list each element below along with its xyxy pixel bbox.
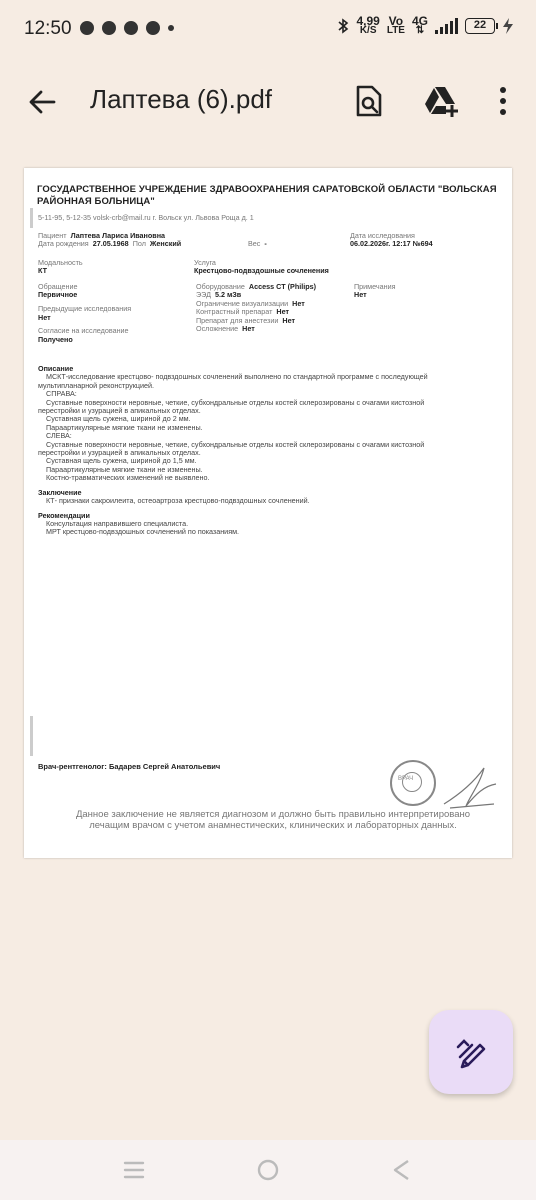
- recommend-title: Рекомендации: [38, 510, 90, 520]
- contrast-value: Нет: [276, 307, 290, 316]
- signal-icon: [435, 18, 458, 34]
- complication-label: Осложнение: [196, 324, 239, 333]
- chrome-icon: [102, 21, 116, 35]
- notes-label: Примечания: [354, 282, 396, 291]
- org-line-2: РАЙОННАЯ БОЛЬНИЦА": [37, 196, 155, 207]
- org-name: [37, 184, 497, 208]
- volte-indicator: [387, 16, 405, 36]
- status-bar: [0, 0, 536, 60]
- doctor-stamp: [390, 760, 436, 806]
- doctor-signature-line: Врач-рентгенолог: Бадарев Сергей Анатольевич: [38, 762, 221, 771]
- status-time: 12:50: [24, 18, 72, 39]
- search-document-icon[interactable]: [352, 84, 386, 118]
- weight-value: -: [264, 239, 267, 248]
- system-nav-bar: [0, 1140, 536, 1200]
- disclaimer-line-2: лечащим врачом с учетом анамнестических, клинических и лабораторных данных.: [89, 820, 457, 831]
- anesthesia-label: Препарат для анестезии: [196, 316, 279, 325]
- equipment-label: Оборудование: [196, 282, 245, 291]
- disclaimer-line-1: Данное заключение не является диагнозом и должно быть правильно интерпретировано: [75, 809, 471, 820]
- complication-value: Нет: [242, 324, 255, 333]
- recent-apps-icon[interactable]: [122, 1158, 146, 1182]
- description-line: Суставные поверхности неровные, четкие, субхондральные отделы костей склерозированы с очагами кистозной: [46, 439, 425, 449]
- document-title: Лаптева (6).pdf: [90, 84, 273, 114]
- description-line: Параартикулярные мягкие ткани не изменены.: [46, 422, 203, 432]
- volte-bottom: LTE: [386, 25, 405, 36]
- description-line: Суставные поверхности неровные, четкие, субхондральные отделы костей склерозированы с очагами кистозной: [46, 397, 425, 407]
- handwritten-signature: [440, 764, 500, 810]
- org-contacts: 5-11-95, 5-12-35 volsk-crb@mail.ru г. Вольск ул. Львова Роща д. 1: [38, 213, 254, 222]
- conclusion-text: КТ- признаки сакроилеита, остеоартроза крестцово-подвздошных сочленений.: [46, 496, 310, 506]
- visual-value: Нет: [292, 299, 305, 308]
- service-value: Крестцово-подвздошные сочленения: [194, 266, 329, 275]
- tiktok-icon: [124, 21, 138, 35]
- modality-label: Модальность: [38, 258, 83, 267]
- back-nav-icon[interactable]: [390, 1158, 414, 1182]
- annotate-button[interactable]: [429, 1010, 513, 1094]
- dob-value: 27.05.1968: [92, 239, 129, 248]
- volte-top: Vo: [388, 14, 404, 28]
- recommend-line: МРТ крестцово-подвздошных сочленений по показаниям.: [46, 527, 240, 537]
- more-notifications-dot-icon: [168, 25, 174, 31]
- battery-level: 22: [473, 19, 487, 31]
- scan-artifact: [30, 208, 33, 228]
- description-line: Параартикулярные мягкие ткани не изменены.: [46, 464, 203, 474]
- eed-value: 5.2 мЗв: [214, 290, 242, 299]
- notification-icons: [80, 21, 174, 35]
- battery-icon: [465, 18, 495, 34]
- description-line: перестройки и узурацией в апикальных отделах.: [38, 406, 201, 416]
- messenger-icon: [146, 21, 160, 35]
- pdf-viewer[interactable]: [0, 144, 536, 1140]
- description-line: Суставная щель сужена, шириной до 2 мм.: [46, 414, 191, 424]
- sex-label: Пол: [132, 239, 146, 248]
- charging-icon: [502, 18, 514, 34]
- description-line: мультипланарной реконструкцией.: [38, 380, 155, 390]
- patient-label: Пациент: [38, 231, 67, 240]
- system-icons: [337, 16, 514, 36]
- visual-label: Ограничение визуализации: [196, 299, 289, 308]
- stamp-label: ВРАЧ: [398, 776, 414, 782]
- description-line: МСКТ-исследование крестцово- подвздошных сочленений выполнено по стандартной программе с последующей: [46, 372, 428, 382]
- service-label: Услуга: [194, 258, 216, 267]
- referral-value: Первичное: [38, 290, 78, 299]
- app-bar: [0, 60, 536, 144]
- disclaimer: [48, 809, 498, 831]
- net-speed-value: 4,99: [356, 14, 380, 28]
- referral-label: Обращение: [38, 282, 78, 291]
- recommend-line: Консультация направившего специалиста.: [46, 518, 189, 528]
- description-line: СЛЕВА:: [46, 431, 72, 441]
- description-line: Суставная щель сужена, шириной до 1,5 мм.: [46, 456, 197, 466]
- home-icon[interactable]: [256, 1158, 280, 1182]
- dob-label: Дата рождения: [38, 239, 89, 248]
- prev-studies-label: Предыдущие исследования: [38, 304, 132, 313]
- data-arrows-icon: ⇅: [415, 25, 425, 36]
- description-line: Костно-травматических изменений не выявлено.: [46, 473, 210, 483]
- description-section: [38, 365, 428, 537]
- equipment-value: Access CT (Philips): [248, 282, 316, 291]
- study-date-label: Дата исследования: [350, 231, 415, 240]
- network-type: [412, 16, 428, 36]
- net-speed-unit: K/S: [359, 25, 377, 36]
- description-line: СПРАВА:: [46, 389, 77, 399]
- network-type-label: 4G: [411, 14, 428, 28]
- pdf-page[interactable]: [24, 168, 512, 858]
- arrow-back-icon[interactable]: [28, 88, 56, 116]
- description-title: Описание: [38, 364, 74, 373]
- prev-studies-value: Нет: [38, 313, 51, 322]
- eed-label: ЭЭД: [196, 290, 211, 299]
- notes-value: Нет: [354, 290, 367, 299]
- consent-value: Получено: [38, 335, 73, 344]
- sex-value: Женский: [149, 239, 182, 248]
- bluetooth-icon: [337, 18, 349, 34]
- more-vert-icon[interactable]: [486, 84, 520, 118]
- conclusion-title: Заключение: [38, 487, 82, 497]
- weight-label: Вес: [248, 239, 261, 248]
- add-to-drive-icon[interactable]: [424, 84, 458, 118]
- consent-label: Согласие на исследование: [38, 326, 129, 335]
- chat-icon: [80, 21, 94, 35]
- modality-value: КТ: [38, 266, 47, 275]
- annotate-pen-icon: [454, 1035, 488, 1069]
- scan-artifact: [30, 716, 33, 756]
- description-line: перестройки и узурацией в апикальных отделах.: [38, 448, 201, 458]
- patient-value: Лаптева Лариса Ивановна: [70, 231, 166, 240]
- contrast-label: Контрастный препарат: [196, 307, 273, 316]
- anesthesia-value: Нет: [282, 316, 296, 325]
- study-date-value: 06.02.2026г. 12:17 №694: [350, 239, 433, 248]
- net-speed: [356, 16, 379, 36]
- org-line-1: ГОСУДАРСТВЕННОЕ УЧРЕЖДЕНИЕ ЗДРАВООХРАНЕНИЯ САРАТОВСКОЙ ОБЛАСТИ "ВОЛЬСКАЯ: [37, 184, 497, 195]
